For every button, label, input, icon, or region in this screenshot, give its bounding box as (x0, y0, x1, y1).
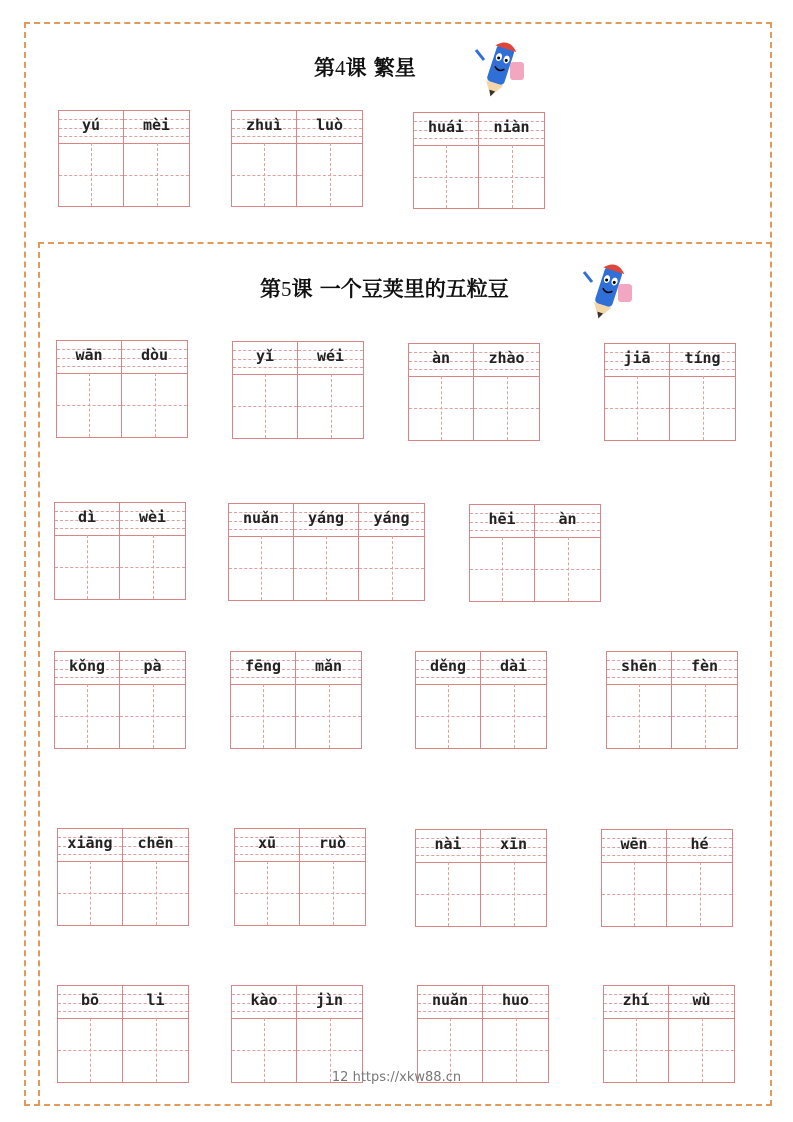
pinyin-line-area (57, 341, 121, 373)
pinyin-text: dòu (140, 346, 169, 364)
pinyin-line-area (602, 830, 666, 862)
char-cell[interactable] (535, 505, 600, 601)
char-cell[interactable] (474, 344, 539, 440)
pinyin-text: dì (77, 508, 97, 526)
char-cell[interactable] (58, 986, 123, 1082)
pinyin-guide-line (58, 854, 122, 855)
tian-zi-ge-horizontal-guide (296, 716, 361, 717)
tian-zi-ge-horizontal-guide (298, 406, 363, 407)
char-cell[interactable] (481, 830, 546, 926)
tian-zi-ge-box[interactable] (55, 684, 119, 748)
pinyin-line-area (414, 113, 478, 145)
char-cell[interactable] (122, 341, 187, 437)
lesson5-word-grid (231, 985, 363, 1083)
pinyin-text: dài (499, 657, 528, 675)
char-cell[interactable] (123, 986, 188, 1082)
pinyin-line-area (416, 830, 480, 862)
pinyin-line-area (231, 652, 295, 684)
pinyin-guide-line (667, 855, 732, 856)
pinyin-guide-line (294, 529, 358, 530)
pinyin-guide-line (55, 528, 119, 529)
pinyin-guide-line (602, 855, 666, 856)
char-cell[interactable] (55, 652, 120, 748)
tian-zi-ge-horizontal-guide (59, 175, 123, 176)
tian-zi-ge-box[interactable] (359, 536, 424, 600)
tian-zi-ge-horizontal-guide (470, 569, 534, 570)
pinyin-text: zhuì (245, 116, 283, 134)
pinyin-text: bō (80, 991, 100, 1009)
pinyin-line-area (481, 830, 546, 862)
pinyin-guide-line (416, 855, 480, 856)
char-cell[interactable] (232, 986, 297, 1082)
pinyin-guide-line (233, 367, 297, 368)
lesson5-word-grid (601, 829, 733, 927)
pinyin-guide-line (605, 369, 669, 370)
char-cell[interactable] (672, 652, 737, 748)
pinyin-line-area (297, 111, 362, 143)
tian-zi-ge-box[interactable] (607, 684, 671, 748)
char-cell[interactable] (418, 986, 483, 1082)
pinyin-line-area (232, 986, 296, 1018)
pinyin-guide-line (535, 530, 600, 531)
char-cell[interactable] (297, 111, 362, 206)
char-cell[interactable] (602, 830, 667, 926)
pinyin-guide-line (470, 530, 534, 531)
tian-zi-ge-horizontal-guide (416, 894, 480, 895)
tian-zi-ge-horizontal-guide (124, 175, 189, 176)
pinyin-line-area (120, 503, 185, 535)
pinyin-guide-line (418, 1011, 482, 1012)
lesson5-word-grid (415, 829, 547, 927)
pinyin-guide-line (123, 854, 188, 855)
char-cell[interactable] (124, 111, 189, 206)
lesson4-word-grid (231, 110, 363, 207)
pinyin-line-area (670, 344, 735, 376)
char-cell[interactable] (414, 113, 479, 208)
tian-zi-ge-horizontal-guide (481, 894, 546, 895)
pinyin-guide-line (55, 677, 119, 678)
tian-zi-ge-box[interactable] (535, 537, 600, 601)
pinyin-guide-line (296, 677, 361, 678)
pinyin-line-area (667, 830, 732, 862)
pinyin-text: jìn (315, 991, 344, 1009)
pinyin-text: wù (692, 991, 711, 1009)
pinyin-text: mǎn (314, 657, 343, 675)
tian-zi-ge-box[interactable] (57, 373, 121, 437)
tian-zi-ge-horizontal-guide (418, 1050, 482, 1051)
tian-zi-ge-horizontal-guide (122, 405, 187, 406)
tian-zi-ge-horizontal-guide (474, 408, 539, 409)
pinyin-guide-line (359, 529, 424, 530)
char-cell[interactable] (669, 986, 734, 1082)
tian-zi-ge-horizontal-guide (58, 1050, 122, 1051)
lesson5-word-grid (415, 651, 547, 749)
pinyin-text: yáng (373, 509, 410, 527)
pinyin-line-area (535, 505, 600, 537)
tian-zi-ge-horizontal-guide (120, 567, 185, 568)
pinyin-text: hé (690, 835, 709, 853)
pinyin-guide-line (416, 677, 480, 678)
pinyin-guide-line (483, 1011, 548, 1012)
pinyin-text: li (146, 991, 165, 1009)
pinyin-guide-line (59, 136, 123, 137)
char-cell[interactable] (57, 341, 122, 437)
lesson5-word-grid (57, 828, 189, 926)
tian-zi-ge-horizontal-guide (55, 716, 119, 717)
tian-zi-ge-horizontal-guide (670, 408, 735, 409)
pinyin-guide-line (670, 369, 735, 370)
tian-zi-ge-horizontal-guide (672, 716, 737, 717)
pinyin-guide-line (474, 369, 539, 370)
pinyin-line-area (233, 342, 297, 374)
pinyin-text: yú (81, 116, 101, 134)
page-footer: 12 https://xkw88.cn (331, 1070, 462, 1085)
pinyin-line-area (607, 652, 671, 684)
char-cell[interactable] (483, 986, 548, 1082)
lesson5-word-grid (606, 651, 738, 749)
char-cell[interactable] (231, 652, 296, 748)
char-cell[interactable] (120, 503, 185, 599)
tian-zi-ge-box[interactable] (667, 862, 732, 926)
pinyin-guide-line (297, 136, 362, 137)
tian-zi-ge-box[interactable] (124, 143, 189, 206)
pinyin-line-area (123, 829, 188, 861)
char-cell[interactable] (409, 344, 474, 440)
pinyin-guide-line (124, 136, 189, 137)
pinyin-guide-line (672, 677, 737, 678)
pinyin-text: xū (257, 834, 277, 852)
tian-zi-ge-box[interactable] (235, 861, 299, 925)
pinyin-text: shēn (620, 657, 658, 675)
tian-zi-ge-horizontal-guide (602, 894, 666, 895)
pinyin-guide-line (120, 677, 185, 678)
pinyin-guide-line (235, 854, 299, 855)
tian-zi-ge-box[interactable] (55, 535, 119, 599)
tian-zi-ge-box[interactable] (298, 374, 363, 438)
section-divider (38, 242, 772, 244)
char-cell[interactable] (670, 344, 735, 440)
pinyin-text: tíng (684, 349, 721, 367)
tian-zi-ge-box[interactable] (233, 374, 297, 438)
lesson5-word-grid (228, 503, 425, 601)
char-cell[interactable] (59, 111, 124, 206)
tian-zi-ge-horizontal-guide (123, 893, 188, 894)
pinyin-guide-line (231, 677, 295, 678)
tian-zi-ge-box[interactable] (297, 143, 362, 206)
pinyin-text: chēn (137, 834, 174, 852)
tian-zi-ge-box[interactable] (481, 684, 546, 748)
tian-zi-ge-horizontal-guide (409, 408, 473, 409)
tian-zi-ge-box[interactable] (416, 684, 480, 748)
pinyin-guide-line (232, 136, 296, 137)
pinyin-text: jiā (623, 349, 651, 367)
lesson5-word-grid (57, 985, 189, 1083)
tian-zi-ge-horizontal-guide (57, 405, 121, 406)
tian-zi-ge-horizontal-guide (359, 568, 424, 569)
tian-zi-ge-box[interactable] (470, 537, 534, 601)
tian-zi-ge-horizontal-guide (233, 406, 297, 407)
pinyin-line-area (229, 504, 293, 536)
pinyin-line-area (124, 111, 189, 143)
lesson5-word-grid (54, 651, 186, 749)
tian-zi-ge-horizontal-guide (58, 893, 122, 894)
tian-zi-ge-horizontal-guide (231, 716, 295, 717)
lesson5-word-grid (408, 343, 540, 441)
pinyin-guide-line (669, 1011, 734, 1012)
tian-zi-ge-box[interactable] (474, 376, 539, 440)
pinyin-guide-line (481, 855, 546, 856)
char-cell[interactable] (298, 342, 363, 438)
pencil-mascot-icon (470, 38, 530, 102)
pinyin-guide-line (604, 1011, 668, 1012)
pinyin-text: zhào (488, 349, 525, 367)
tian-zi-ge-horizontal-guide (235, 893, 299, 894)
char-cell[interactable] (233, 342, 298, 438)
pinyin-text: děng (429, 657, 467, 675)
pinyin-text: yáng (307, 509, 345, 527)
tian-zi-ge-box[interactable] (296, 684, 361, 748)
pinyin-line-area (672, 652, 737, 684)
char-cell[interactable] (235, 829, 300, 925)
tian-zi-ge-horizontal-guide (604, 1050, 668, 1051)
pinyin-line-area (470, 505, 534, 537)
pinyin-line-area (298, 342, 363, 374)
pinyin-text: xīn (499, 835, 528, 853)
tian-zi-ge-horizontal-guide (120, 716, 185, 717)
pinyin-text: kào (250, 991, 278, 1009)
tian-zi-ge-box[interactable] (300, 861, 365, 925)
tian-zi-ge-horizontal-guide (416, 716, 480, 717)
pinyin-text: yǐ (255, 347, 275, 365)
pinyin-text: kǒng (68, 657, 106, 675)
pinyin-text: ruò (318, 834, 347, 852)
pinyin-guide-line (297, 1011, 362, 1012)
tian-zi-ge-horizontal-guide (55, 567, 119, 568)
pinyin-guide-line (123, 1011, 188, 1012)
tian-zi-ge-horizontal-guide (297, 1050, 362, 1051)
pinyin-line-area (294, 504, 358, 536)
char-cell[interactable] (359, 504, 424, 600)
pinyin-line-area (479, 113, 544, 145)
lesson5-word-grid (230, 651, 362, 749)
tian-zi-ge-horizontal-guide (669, 1050, 734, 1051)
char-cell[interactable] (479, 113, 544, 208)
pinyin-guide-line (481, 677, 546, 678)
lesson5-word-grid (54, 502, 186, 600)
char-cell[interactable] (416, 652, 481, 748)
inner-frame-left (38, 242, 40, 1106)
char-cell[interactable] (416, 830, 481, 926)
char-cell[interactable] (120, 652, 185, 748)
char-cell[interactable] (232, 111, 297, 206)
tian-zi-ge-box[interactable] (672, 684, 737, 748)
pinyin-guide-line (232, 1011, 296, 1012)
lesson5-word-grid (604, 343, 736, 441)
tian-zi-ge-horizontal-guide (605, 408, 669, 409)
pinyin-text: fēng (244, 657, 282, 675)
pinyin-guide-line (122, 366, 187, 367)
pinyin-text: wēn (620, 835, 648, 853)
tian-zi-ge-horizontal-guide (123, 1050, 188, 1051)
pinyin-line-area (669, 986, 734, 1018)
tian-zi-ge-horizontal-guide (481, 716, 546, 717)
tian-zi-ge-horizontal-guide (607, 716, 671, 717)
pinyin-text: luò (315, 116, 344, 134)
pinyin-text: àn (558, 510, 577, 528)
char-cell[interactable] (604, 986, 669, 1082)
pinyin-text: zhí (622, 991, 650, 1009)
pinyin-guide-line (607, 677, 671, 678)
tian-zi-ge-horizontal-guide (232, 1050, 296, 1051)
tian-zi-ge-box[interactable] (670, 376, 735, 440)
pinyin-line-area (416, 652, 480, 684)
tian-zi-ge-horizontal-guide (297, 175, 362, 176)
char-cell[interactable] (297, 986, 362, 1082)
tian-zi-ge-horizontal-guide (300, 893, 365, 894)
pinyin-line-area (235, 829, 299, 861)
lesson5-word-grid (56, 340, 188, 438)
tian-zi-ge-box[interactable] (481, 862, 546, 926)
pinyin-text: niàn (493, 118, 530, 136)
pinyin-text: wān (75, 346, 103, 364)
pinyin-line-area (120, 652, 185, 684)
pinyin-line-area (122, 341, 187, 373)
pinyin-guide-line (300, 854, 365, 855)
pinyin-guide-line (58, 1011, 122, 1012)
lesson5-word-grid (417, 985, 549, 1083)
pinyin-line-area (409, 344, 473, 376)
pinyin-text: fèn (690, 657, 719, 675)
tian-zi-ge-box[interactable] (122, 373, 187, 437)
lesson4-word-grid (58, 110, 190, 207)
pinyin-line-area (300, 829, 365, 861)
char-cell[interactable] (296, 652, 361, 748)
tian-zi-ge-horizontal-guide (414, 177, 478, 178)
pinyin-line-area (58, 829, 122, 861)
char-cell[interactable] (300, 829, 365, 925)
pencil-mascot-icon (578, 260, 638, 324)
tian-zi-ge-box[interactable] (120, 535, 185, 599)
pinyin-line-area (474, 344, 539, 376)
pinyin-line-area (297, 986, 362, 1018)
pinyin-text: hēi (488, 510, 516, 528)
pinyin-guide-line (120, 528, 185, 529)
tian-zi-ge-box[interactable] (59, 143, 123, 206)
char-cell[interactable] (470, 505, 535, 601)
tian-zi-ge-box[interactable] (123, 861, 188, 925)
pinyin-text: xiāng (67, 834, 113, 852)
pinyin-line-area (232, 111, 296, 143)
pinyin-line-area (481, 652, 546, 684)
pinyin-line-area (55, 652, 119, 684)
lesson5-title: 第5课 一个豆荚里的五粒豆 (260, 276, 509, 301)
pinyin-line-area (123, 986, 188, 1018)
pinyin-guide-line (409, 369, 473, 370)
tian-zi-ge-horizontal-guide (229, 568, 293, 569)
pinyin-line-area (55, 503, 119, 535)
pinyin-text: huái (427, 118, 465, 136)
char-cell[interactable] (607, 652, 672, 748)
pinyin-text: nài (434, 835, 462, 853)
char-cell[interactable] (229, 504, 294, 600)
char-cell[interactable] (605, 344, 670, 440)
pinyin-text: nuǎn (431, 991, 469, 1009)
lesson5-word-grid (234, 828, 366, 926)
tian-zi-ge-horizontal-guide (479, 177, 544, 178)
tian-zi-ge-box[interactable] (409, 376, 473, 440)
tian-zi-ge-horizontal-guide (535, 569, 600, 570)
tian-zi-ge-horizontal-guide (232, 175, 296, 176)
char-cell[interactable] (55, 503, 120, 599)
pinyin-text: nuǎn (242, 509, 280, 527)
tian-zi-ge-box[interactable] (416, 862, 480, 926)
lesson4-word-grid (413, 112, 545, 209)
tian-zi-ge-box[interactable] (479, 145, 544, 208)
tian-zi-ge-box[interactable] (231, 684, 295, 748)
pinyin-line-area (604, 986, 668, 1018)
tian-zi-ge-horizontal-guide (483, 1050, 548, 1051)
pinyin-text: àn (431, 349, 451, 367)
char-cell[interactable] (123, 829, 188, 925)
pinyin-guide-line (414, 138, 478, 139)
tian-zi-ge-box[interactable] (58, 861, 122, 925)
char-cell[interactable] (667, 830, 732, 926)
pinyin-text: mèi (142, 116, 171, 134)
pinyin-guide-line (229, 529, 293, 530)
pinyin-guide-line (479, 138, 544, 139)
pinyin-guide-line (57, 366, 121, 367)
pinyin-line-area (296, 652, 361, 684)
pinyin-line-area (483, 986, 548, 1018)
lesson5-word-grid (603, 985, 735, 1083)
lesson5-word-grid (469, 504, 601, 602)
tian-zi-ge-box[interactable] (414, 145, 478, 208)
pinyin-text: huo (501, 991, 530, 1009)
pinyin-line-area (605, 344, 669, 376)
pinyin-line-area (359, 504, 424, 536)
char-cell[interactable] (481, 652, 546, 748)
tian-zi-ge-box[interactable] (605, 376, 669, 440)
tian-zi-ge-box[interactable] (602, 862, 666, 926)
pinyin-guide-line (298, 367, 363, 368)
lesson4-title: 第4课 繁星 (314, 55, 416, 80)
tian-zi-ge-box[interactable] (229, 536, 293, 600)
tian-zi-ge-horizontal-guide (294, 568, 358, 569)
pinyin-text: wèi (138, 508, 167, 526)
tian-zi-ge-box[interactable] (120, 684, 185, 748)
pinyin-line-area (418, 986, 482, 1018)
tian-zi-ge-horizontal-guide (667, 894, 732, 895)
pinyin-text: wéi (316, 347, 345, 365)
char-cell[interactable] (294, 504, 359, 600)
lesson5-word-grid (232, 341, 364, 439)
pinyin-line-area (58, 986, 122, 1018)
tian-zi-ge-box[interactable] (294, 536, 358, 600)
char-cell[interactable] (58, 829, 123, 925)
pinyin-text: pà (143, 657, 162, 675)
tian-zi-ge-box[interactable] (232, 143, 296, 206)
pinyin-line-area (59, 111, 123, 143)
